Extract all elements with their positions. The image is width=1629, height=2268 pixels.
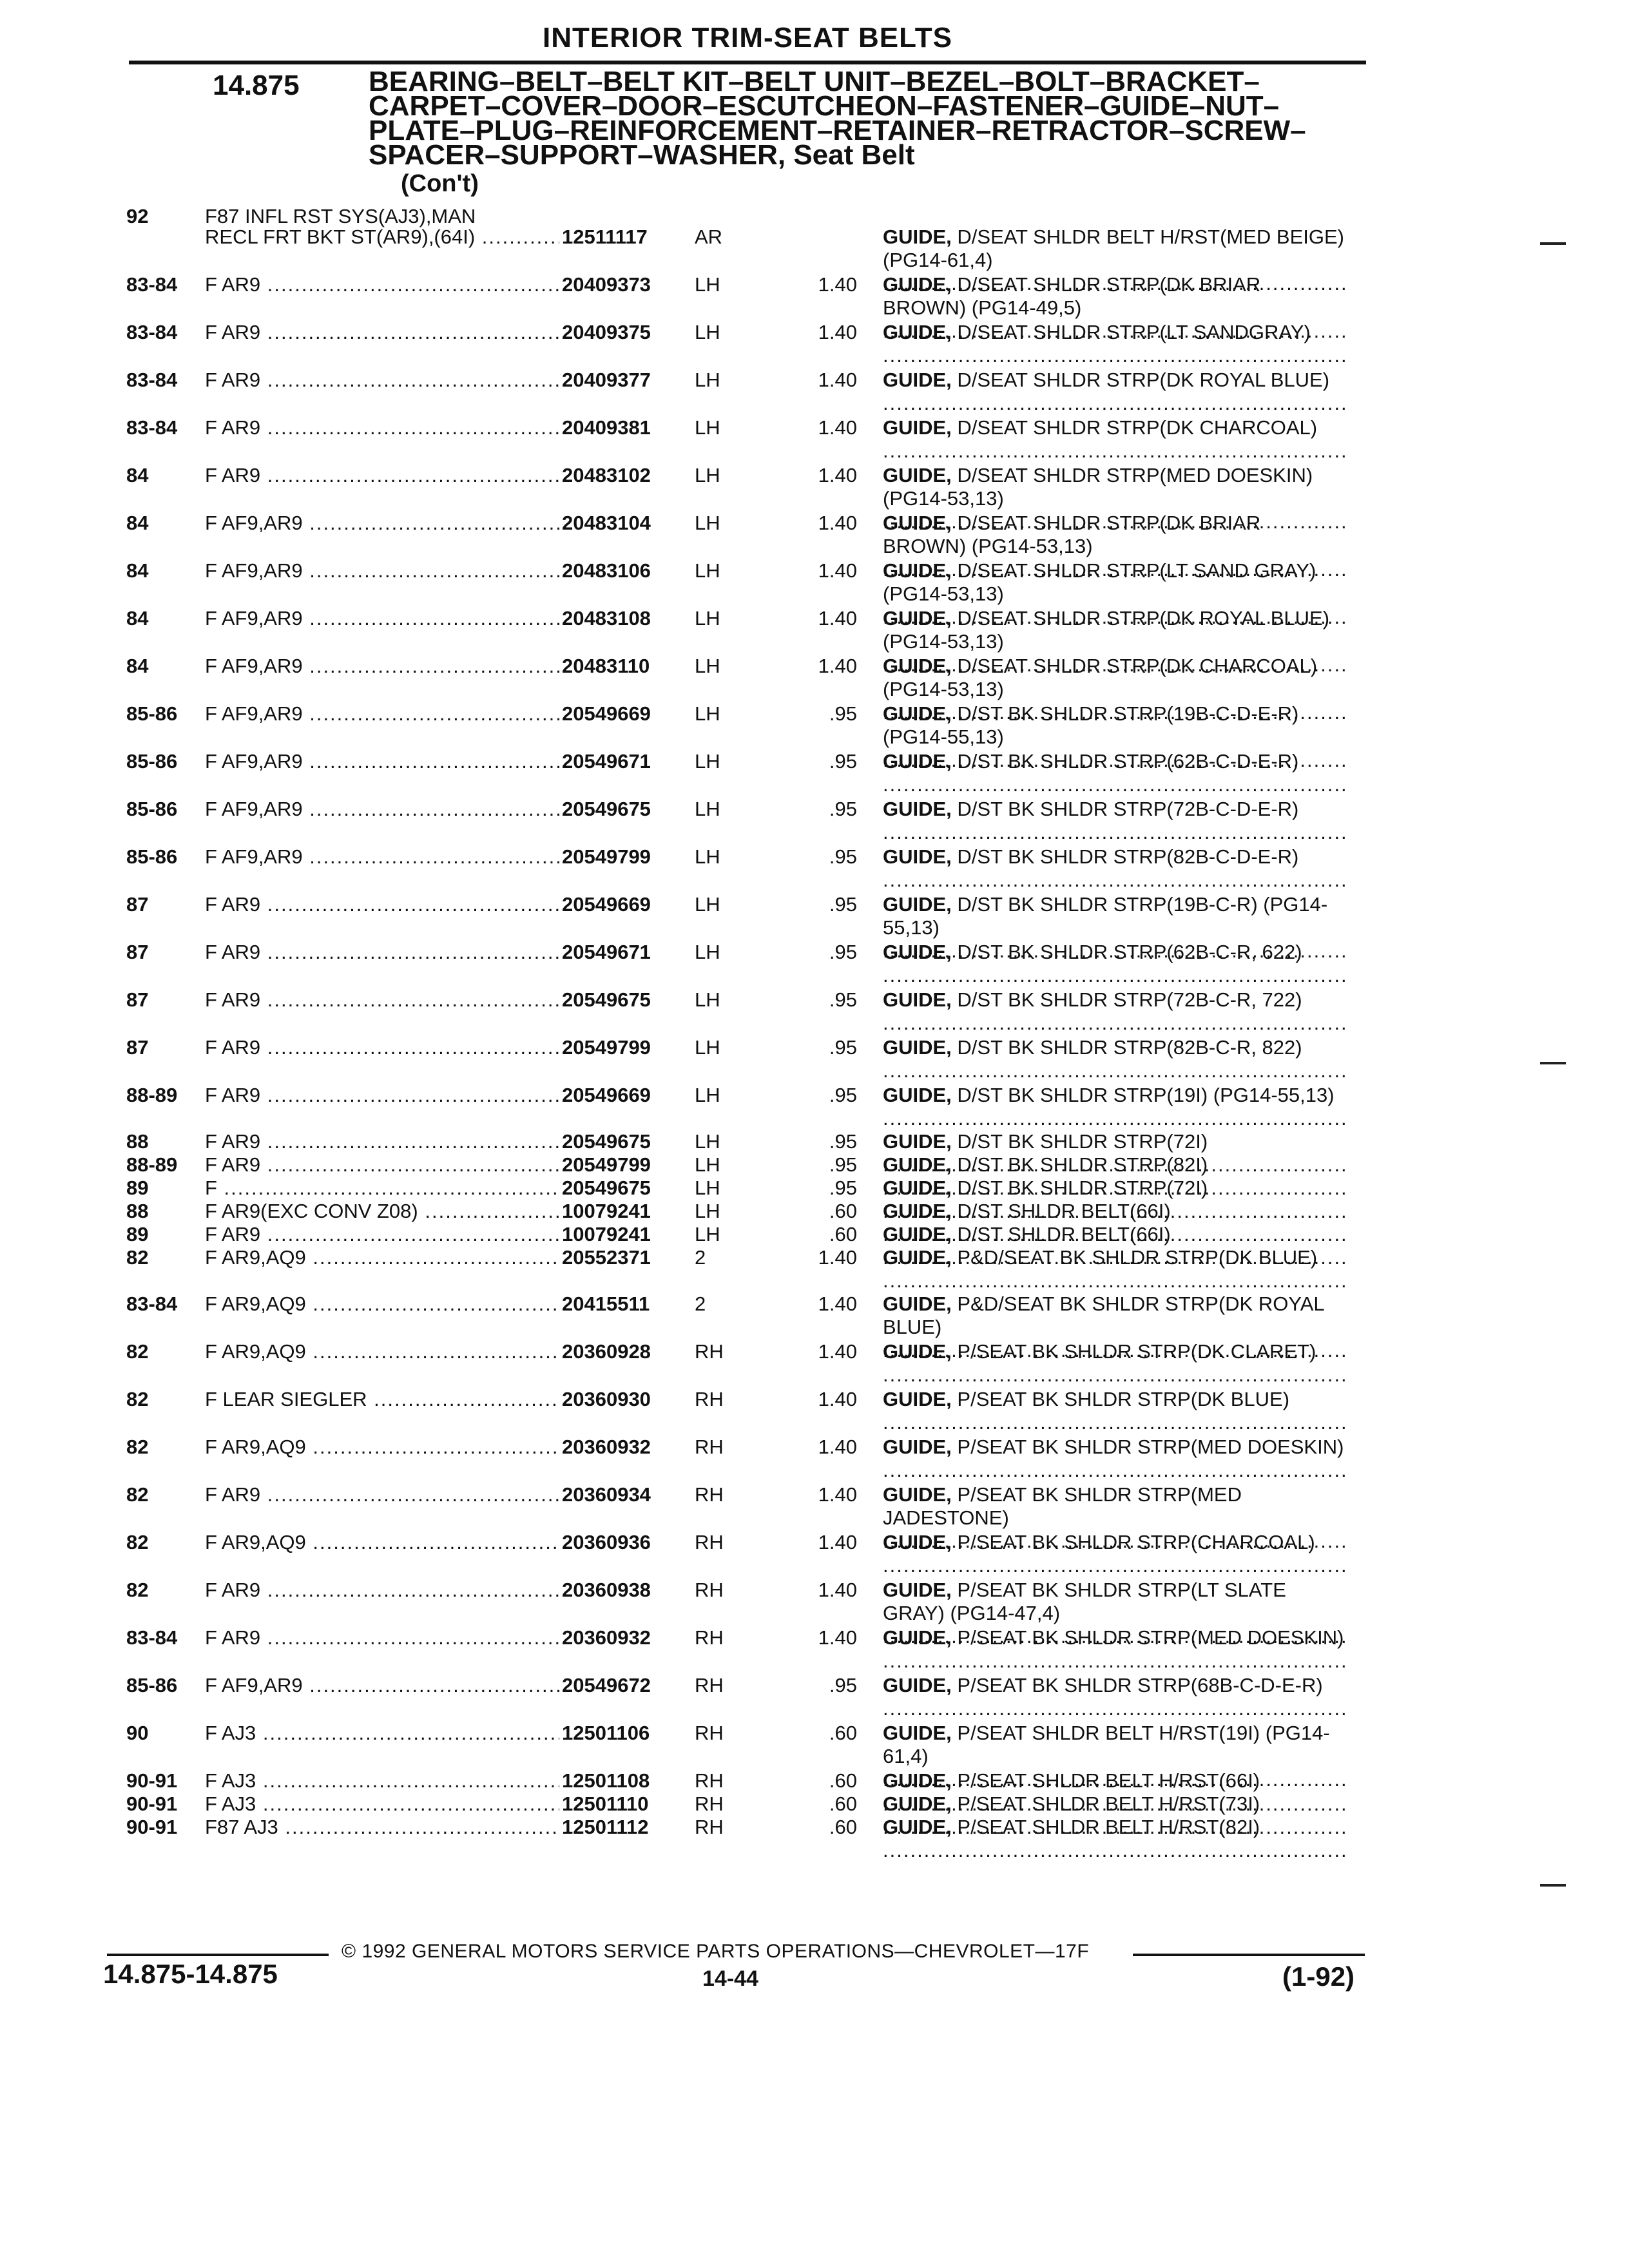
price: 1.40	[818, 1531, 857, 1553]
model-codes: F AR9 .....	[205, 1130, 559, 1153]
model-codes: F AF9,AR9 .....	[205, 750, 559, 773]
price: .95	[829, 1177, 857, 1199]
price: 1.40	[818, 273, 857, 296]
quantity: LH	[695, 416, 720, 439]
price: .95	[829, 1153, 857, 1176]
model-year: 89	[126, 1223, 149, 1245]
part-number: 20360928	[562, 1340, 651, 1363]
price: 1.40	[818, 321, 857, 343]
price: .60	[829, 1722, 857, 1744]
model-codes: F AR9(EXC CONV Z08) .....	[205, 1200, 559, 1223]
model-year: 82	[126, 1579, 149, 1601]
footer-rule	[1133, 1954, 1365, 1956]
part-number: 20483106	[562, 559, 651, 582]
description: GUIDE, D/SEAT SHLDR STRP(DK BRIAR BROWN) (PG14-49,5) .....	[883, 273, 1347, 343]
quantity: RH	[695, 1531, 724, 1553]
part-number: 20360930	[562, 1388, 651, 1410]
description: GUIDE, D/ST BK SHLDR STRP(72I) .....	[883, 1130, 1347, 1177]
price: 1.40	[818, 416, 857, 439]
model-codes: F .....	[205, 1177, 559, 1200]
model-year: 83-84	[126, 1626, 178, 1649]
model-codes: F AR9 .....	[205, 1626, 559, 1649]
part-number: 20409381	[562, 416, 651, 439]
model-year: 90	[126, 1722, 149, 1744]
model-codes: F AR9 .....	[205, 1483, 559, 1506]
price: .95	[829, 988, 857, 1011]
price: .60	[829, 1223, 857, 1245]
part-number: 20549675	[562, 1177, 651, 1199]
model-codes: F AR9,AQ9 .....	[205, 1340, 559, 1363]
model-year: 83-84	[126, 1293, 178, 1315]
model-year: 88	[126, 1200, 149, 1222]
quantity: LH	[695, 512, 720, 534]
price: .95	[829, 750, 857, 773]
price: .95	[829, 1084, 857, 1106]
model-codes: F AR9,AQ9 .....	[205, 1531, 559, 1554]
quantity: 2	[695, 1246, 706, 1269]
description: GUIDE, D/ST BK SHLDR STRP(72B-C-R, 722) .....	[883, 988, 1347, 1035]
model-codes: F87 AJ3 .....	[205, 1816, 559, 1839]
description: GUIDE, D/ST SHLDR BELT(66I) .....	[883, 1200, 1347, 1246]
description: GUIDE, P/SEAT BK SHLDR STRP(LT SLATE GRAY) (PG14-47,4) .....	[883, 1579, 1347, 1648]
quantity: RH	[695, 1436, 724, 1458]
part-number: 12501112	[562, 1816, 649, 1838]
description: GUIDE, D/SEAT SHLDR BELT H/RST(MED BEIGE) (PG14-61,4) .....	[883, 226, 1347, 295]
quantity: LH	[695, 559, 720, 582]
description: GUIDE, D/SEAT SHLDR STRP(DK CHARCOAL) (PG14-53,13) .....	[883, 655, 1347, 724]
description: GUIDE, P/SEAT BK SHLDR STRP(MED DOESKIN) .....	[883, 1436, 1347, 1482]
part-number: 20549799	[562, 845, 651, 868]
model-year: 90-91	[126, 1792, 178, 1815]
margin-mark	[1540, 242, 1566, 245]
model-year: 90-91	[126, 1816, 178, 1838]
quantity: LH	[695, 1036, 720, 1059]
model-codes: F AR9,AQ9 .....	[205, 1246, 559, 1269]
part-number: 20409375	[562, 321, 651, 343]
part-number: 20360932	[562, 1436, 651, 1458]
description: GUIDE, P/SEAT BK SHLDR STRP(68B-C-D-E-R) .....	[883, 1674, 1347, 1720]
quantity: RH	[695, 1722, 724, 1744]
quantity: LH	[695, 655, 720, 677]
quantity: LH	[695, 1177, 720, 1199]
description: GUIDE, D/ST SHLDR BELT(66I) .....	[883, 1223, 1347, 1269]
part-number: 20360932	[562, 1626, 651, 1649]
part-number: 20549669	[562, 702, 651, 725]
part-number: 12501110	[562, 1792, 649, 1815]
description: GUIDE, P/SEAT SHLDR BELT H/RST(73I) .....	[883, 1792, 1347, 1839]
part-number: 20409377	[562, 369, 651, 391]
part-number: 20483108	[562, 607, 651, 629]
part-number: 20549672	[562, 1674, 651, 1696]
model-codes: F AR9 .....	[205, 941, 559, 964]
price: .95	[829, 1130, 857, 1153]
model-year: 84	[126, 559, 149, 582]
part-number: 20549799	[562, 1153, 651, 1176]
price: .95	[829, 941, 857, 963]
price: .60	[829, 1769, 857, 1792]
model-year: 88	[126, 1130, 149, 1153]
description: GUIDE, D/ST BK SHLDR STRP(19B-C-D-E-R) (PG14-55,13) .....	[883, 702, 1347, 772]
price: 1.40	[818, 1246, 857, 1269]
model-codes: F AR9,AQ9 .....	[205, 1293, 559, 1316]
page-title: INTERIOR TRIM-SEAT BELTS	[543, 22, 952, 53]
price: .60	[829, 1792, 857, 1815]
part-number: 20409373	[562, 273, 651, 296]
part-number: 20483102	[562, 464, 651, 486]
quantity: LH	[695, 750, 720, 773]
part-number: 20483110	[562, 655, 650, 677]
model-codes: F AF9,AR9 .....	[205, 798, 559, 821]
quantity: LH	[695, 893, 720, 916]
quantity: 2	[695, 1293, 706, 1315]
model-year: 87	[126, 941, 149, 963]
part-number: 20549675	[562, 798, 651, 820]
section-title: BEARING–BELT–BELT KIT–BELT UNIT–BEZEL–BOLT–BRACKET–CARPET–COVER–DOOR–ESCUTCHEON–FASTENER–GUIDE–NUT–PLATE–PLUG–REINFORCEMENT–RETAINER–RETRACTOR–SCREW–SPACER–SUPPORT–WASHER, Seat Belt	[369, 66, 1306, 171]
price: .95	[829, 1674, 857, 1696]
model-codes: F AR9 .....	[205, 1084, 559, 1107]
description: GUIDE, D/ST BK SHLDR STRP(72B-C-D-E-R) .....	[883, 798, 1347, 844]
quantity: RH	[695, 1626, 724, 1649]
part-number: 20483104	[562, 512, 651, 534]
model-codes: F AR9 .....	[205, 893, 559, 916]
model-year: 82	[126, 1388, 149, 1410]
part-number: 12511117	[562, 226, 648, 248]
quantity: LH	[695, 273, 720, 296]
description: GUIDE, D/ST BK SHLDR STRP(82B-C-D-E-R) .....	[883, 845, 1347, 892]
part-number: 20549675	[562, 1130, 651, 1153]
part-number: 10079241	[562, 1200, 651, 1222]
model-codes: F LEAR SIEGLER .....	[205, 1388, 559, 1411]
description: GUIDE, D/SEAT SHLDR STRP(DK ROYAL BLUE) .....	[883, 369, 1347, 415]
footer-date-code: (1-92)	[1282, 1961, 1355, 1992]
model-codes: F AF9,AR9 .....	[205, 845, 559, 869]
model-year: 84	[126, 655, 149, 677]
model-codes: F AR9 .....	[205, 416, 559, 439]
quantity: RH	[695, 1769, 724, 1792]
price: 1.40	[818, 607, 857, 629]
price: 1.40	[818, 1340, 857, 1363]
price: 1.40	[818, 1436, 857, 1458]
price: 1.40	[818, 1483, 857, 1506]
model-year: 82	[126, 1483, 149, 1506]
quantity: LH	[695, 321, 720, 343]
model-year: 87	[126, 1036, 149, 1059]
model-year: 89	[126, 1177, 149, 1199]
model-codes: F AR9 .....	[205, 464, 559, 487]
section-continued: (Con't)	[401, 170, 479, 197]
quantity: RH	[695, 1816, 724, 1838]
model-codes: F AF9,AR9 .....	[205, 607, 559, 630]
section-number: 14.875	[213, 70, 300, 101]
description: GUIDE, D/ST BK SHLDR STRP(72I) .....	[883, 1177, 1347, 1223]
part-number: 20549671	[562, 941, 651, 963]
model-codes: RECL FRT BKT ST(AR9),(64I) .....	[205, 226, 559, 249]
description: GUIDE, D/ST BK SHLDR STRP(82I) .....	[883, 1153, 1347, 1200]
price: 1.40	[818, 369, 857, 391]
model-year: 88-89	[126, 1153, 178, 1176]
description: GUIDE, P/SEAT BK SHLDR STRP(DK BLUE) .....	[883, 1388, 1347, 1434]
footer-rule	[107, 1954, 329, 1956]
model-codes: F AR9 .....	[205, 1153, 559, 1177]
footer-copyright: © 1992 GENERAL MOTORS SERVICE PARTS OPERATIONS—CHEVROLET—17F	[342, 1941, 1090, 1962]
part-number: 12501108	[562, 1769, 650, 1792]
part-number: 20415511	[562, 1293, 650, 1315]
description: GUIDE, P&D/SEAT BK SHLDR STRP(DK BLUE) .....	[883, 1246, 1347, 1293]
footer-page-number: 14-44	[702, 1966, 758, 1991]
model-codes: F87 INFL RST SYS(AJ3),MAN	[205, 205, 476, 227]
price: 1.40	[818, 1579, 857, 1601]
description: GUIDE, P/SEAT BK SHLDR STRP(DK CLARET) .....	[883, 1340, 1347, 1387]
model-codes: F AR9 .....	[205, 1036, 559, 1059]
description: GUIDE, D/ST BK SHLDR STRP(19I) (PG14-55,13) .....	[883, 1084, 1347, 1130]
model-codes: F AJ3 .....	[205, 1792, 559, 1816]
price: .95	[829, 893, 857, 916]
footer-section-range: 14.875-14.875	[103, 1959, 278, 1989]
part-number: 12501106	[562, 1722, 650, 1744]
price: .60	[829, 1816, 857, 1838]
quantity: LH	[695, 1153, 720, 1176]
description: GUIDE, D/ST BK SHLDR STRP(19B-C-R) (PG14-55,13) .....	[883, 893, 1347, 963]
price: 1.40	[818, 559, 857, 582]
model-codes: F AF9,AR9 .....	[205, 655, 559, 678]
part-number: 20360934	[562, 1483, 651, 1506]
model-year: 87	[126, 893, 149, 916]
description: GUIDE, D/ST BK SHLDR STRP(62B-C-D-E-R) .....	[883, 750, 1347, 796]
part-number: 20549671	[562, 750, 651, 773]
price: .60	[829, 1200, 857, 1222]
model-year: 88-89	[126, 1084, 178, 1106]
quantity: RH	[695, 1579, 724, 1601]
description: GUIDE, D/SEAT SHLDR STRP(LT SANDGRAY) .....	[883, 321, 1347, 367]
part-number: 20552371	[562, 1246, 651, 1269]
model-codes: F AR9 .....	[205, 988, 559, 1012]
description: GUIDE, P/SEAT BK SHLDR STRP(MED DOESKIN) .....	[883, 1626, 1347, 1673]
quantity: LH	[695, 607, 720, 629]
quantity: LH	[695, 1130, 720, 1153]
model-year: 83-84	[126, 369, 178, 391]
model-year: 82	[126, 1436, 149, 1458]
model-codes: F AF9,AR9 .....	[205, 702, 559, 726]
price: .95	[829, 1036, 857, 1059]
model-year: 84	[126, 512, 149, 534]
part-number: 20360936	[562, 1531, 651, 1553]
quantity: RH	[695, 1674, 724, 1696]
price: 1.40	[818, 1293, 857, 1315]
quantity: LH	[695, 845, 720, 868]
quantity: RH	[695, 1483, 724, 1506]
quantity: LH	[695, 1223, 720, 1245]
quantity: LH	[695, 464, 720, 486]
model-codes: F AR9 .....	[205, 1223, 559, 1246]
part-number: 10079241	[562, 1223, 651, 1245]
model-codes: F AR9 .....	[205, 369, 559, 392]
description: GUIDE, P/SEAT BK SHLDR STRP(CHARCOAL) .....	[883, 1531, 1347, 1577]
price: 1.40	[818, 1626, 857, 1649]
description: GUIDE, D/SEAT SHLDR STRP(LT SAND GRAY) (PG14-53,13) .....	[883, 559, 1347, 629]
price: .95	[829, 845, 857, 868]
model-year: 83-84	[126, 321, 178, 343]
model-codes: F AJ3 .....	[205, 1722, 559, 1745]
description: GUIDE, D/SEAT SHLDR STRP(DK BRIAR BROWN) (PG14-53,13) .....	[883, 512, 1347, 581]
model-year: 83-84	[126, 273, 178, 296]
model-year: 84	[126, 464, 149, 486]
quantity: LH	[695, 369, 720, 391]
description: GUIDE, P&D/SEAT BK SHLDR STRP(DK ROYAL BLUE) .....	[883, 1293, 1347, 1362]
model-codes: F AJ3 .....	[205, 1769, 559, 1792]
quantity: RH	[695, 1792, 724, 1815]
description: GUIDE, P/SEAT BK SHLDR STRP(MED JADESTONE) .....	[883, 1483, 1347, 1553]
description: GUIDE, P/SEAT SHLDR BELT H/RST(82I) .....	[883, 1816, 1347, 1862]
model-year: 85-86	[126, 702, 178, 725]
price: 1.40	[818, 1388, 857, 1410]
part-number: 20360938	[562, 1579, 651, 1601]
description: GUIDE, D/ST BK SHLDR STRP(82B-C-R, 822) .....	[883, 1036, 1347, 1082]
margin-mark	[1540, 1062, 1566, 1064]
quantity: RH	[695, 1388, 724, 1410]
quantity: LH	[695, 941, 720, 963]
price: .95	[829, 702, 857, 725]
model-year: 82	[126, 1340, 149, 1363]
model-year: 87	[126, 988, 149, 1011]
part-number: 20549799	[562, 1036, 651, 1059]
price: .95	[829, 798, 857, 820]
description: GUIDE, P/SEAT SHLDR BELT H/RST(19I) (PG14-61,4) .....	[883, 1722, 1347, 1791]
model-year: 82	[126, 1531, 149, 1553]
model-year: 92	[126, 205, 149, 227]
price: 1.40	[818, 655, 857, 677]
part-number: 20549669	[562, 1084, 651, 1106]
model-year: 84	[126, 607, 149, 629]
quantity: LH	[695, 1084, 720, 1106]
quantity: LH	[695, 988, 720, 1011]
model-year: 85-86	[126, 798, 178, 820]
quantity: LH	[695, 702, 720, 725]
price: 1.40	[818, 512, 857, 534]
description: GUIDE, D/SEAT SHLDR STRP(DK ROYAL BLUE) (PG14-53,13) .....	[883, 607, 1347, 677]
model-year: 83-84	[126, 416, 178, 439]
model-year: 85-86	[126, 845, 178, 868]
quantity: RH	[695, 1340, 724, 1363]
model-codes: F AR9 .....	[205, 1579, 559, 1602]
description: GUIDE, P/SEAT SHLDR BELT H/RST(66I) .....	[883, 1769, 1347, 1816]
description: GUIDE, D/SEAT SHLDR STRP(MED DOESKIN) (PG14-53,13) .....	[883, 464, 1347, 533]
model-year: 82	[126, 1246, 149, 1269]
model-year: 90-91	[126, 1769, 178, 1792]
quantity: LH	[695, 798, 720, 820]
price: 1.40	[818, 464, 857, 486]
model-codes: F AR9,AQ9 .....	[205, 1436, 559, 1459]
model-codes: F AF9,AR9 .....	[205, 1674, 559, 1697]
quantity: AR	[695, 226, 723, 248]
margin-mark	[1540, 1884, 1566, 1887]
part-number: 20549675	[562, 988, 651, 1011]
model-codes: F AF9,AR9 .....	[205, 559, 559, 582]
model-codes: F AR9 .....	[205, 273, 559, 296]
model-codes: F AR9 .....	[205, 321, 559, 344]
description: GUIDE, D/ST BK SHLDR STRP(62B-C-R, 622) .....	[883, 941, 1347, 987]
part-number: 20549669	[562, 893, 651, 916]
description: GUIDE, D/SEAT SHLDR STRP(DK CHARCOAL) .....	[883, 416, 1347, 463]
quantity: LH	[695, 1200, 720, 1222]
model-year: 85-86	[126, 1674, 178, 1696]
model-codes: F AF9,AR9 .....	[205, 512, 559, 535]
model-year: 85-86	[126, 750, 178, 773]
